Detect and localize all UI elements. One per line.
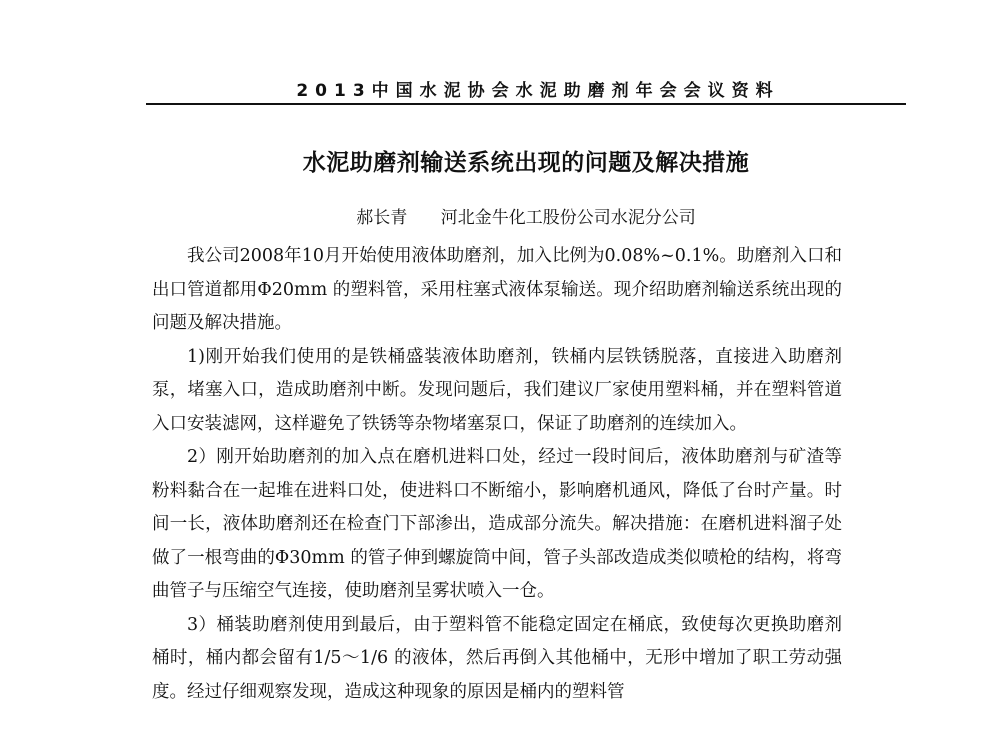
- running-header: 2013中国水泥协会水泥助磨剂年会会议资料: [296, 81, 780, 101]
- header-rule: [146, 103, 906, 105]
- paragraph-item-2: 2）刚开始助磨剂的加入点在磨机进料口处，经过一段时间后，液体助磨剂与矿渣等粉料黏合在一起堆在进料口处，使进料口不断缩小，影响磨机通风，降低了台时产量。时间一长，液体助磨剂还在检查门下部渗出，造成部分流失。解决措施：在磨机进料溜子处做了一根弯曲的Φ30mm 的管子伸到螺旋筒中间，管子头部改造成类似喷枪的结构，将弯曲管子与压缩空气连接，使助磨剂呈雾状喷入一仓。: [152, 447, 842, 601]
- author-name: 郝长青: [356, 208, 408, 228]
- paragraph-item-3: 3）桶装助磨剂使用到最后，由于塑料管不能稳定固定在桶底，致使每次更换助磨剂桶时，桶内都会留有1/5～1/6 的液体，然后再倒入其他桶中，无形中增加了职工劳动强度。经过仔细观察发现，造成这种现象的原因是桶内的塑料管: [152, 614, 842, 702]
- paragraph-item-1: 1)刚开始我们使用的是铁桶盛装液体助磨剂，铁桶内层铁锈脱落，直接进入助磨剂泵，堵塞入口，造成助磨剂中断。发现问题后，我们建议厂家使用塑料桶，并在塑料管道入口安装滤网，这样避免了铁锈等杂物堵塞泵口，保证了助磨剂的连续加入。: [152, 346, 842, 434]
- byline: [146, 203, 906, 228]
- body-text: [152, 240, 842, 709]
- paper-title: 水泥助磨剂输送系统出现的问题及解决措施: [302, 150, 750, 176]
- paragraph-intro: 我公司2008年10月开始使用液体助磨剂，加入比例为0.08%~0.1%。助磨剂入口和出口管道都用Φ20mm 的塑料管，采用柱塞式液体泵输送。现介绍助磨剂输送系统出现的问题及解决措施。: [152, 246, 842, 333]
- author-affiliation: 河北金牛化工股份公司水泥分公司: [440, 208, 696, 228]
